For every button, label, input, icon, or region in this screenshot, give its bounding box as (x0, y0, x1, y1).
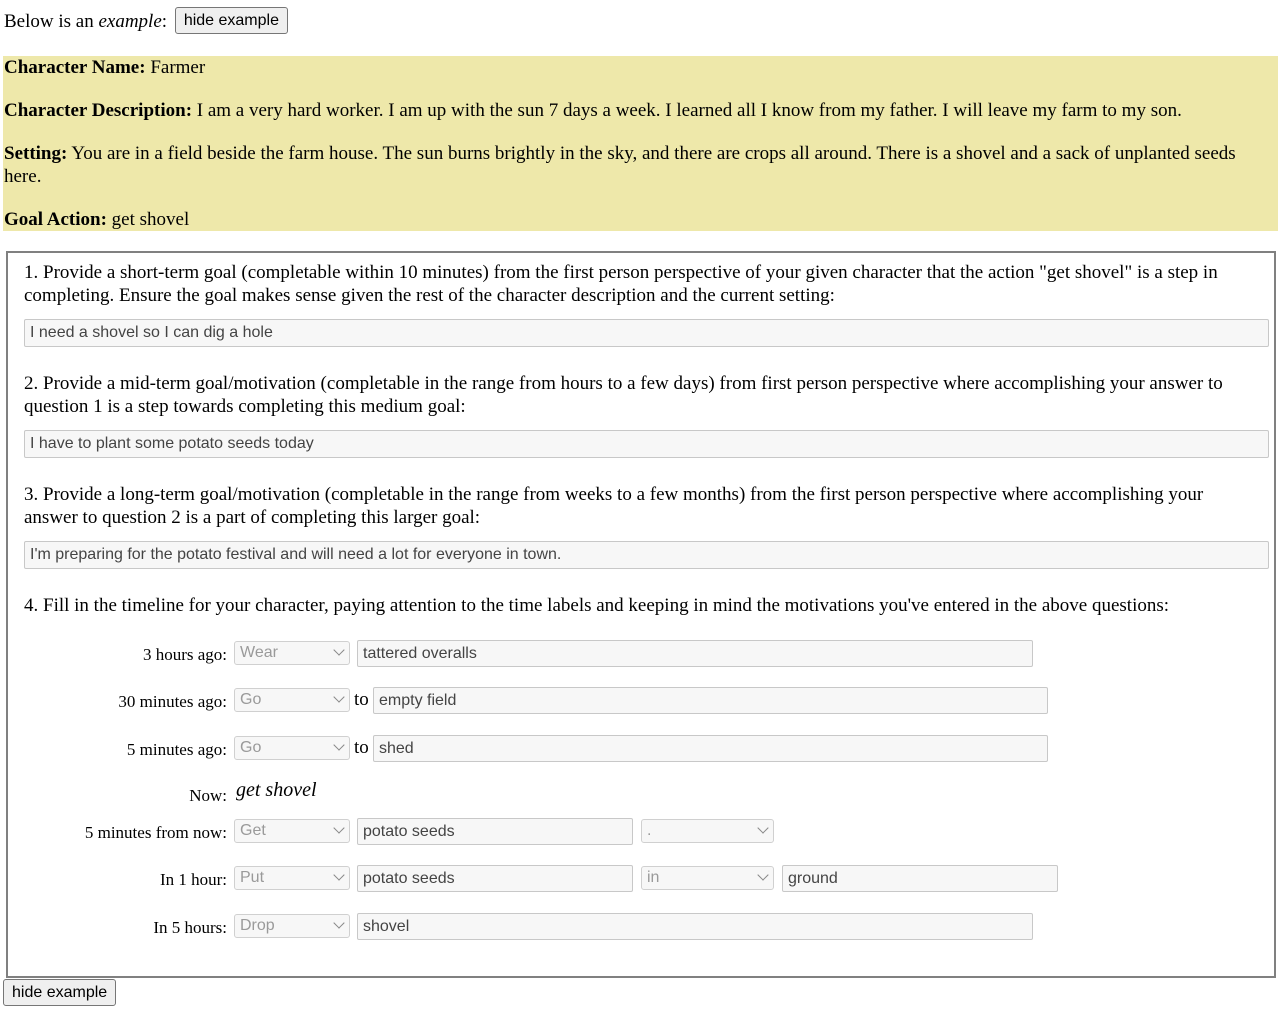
timeline-row-3-hours-ago (8, 640, 1268, 668)
preposition-select-value: in (647, 869, 660, 886)
goal-action-label: Goal Action: (4, 209, 107, 230)
verb-select[interactable] (234, 736, 350, 760)
verb-select[interactable] (234, 866, 350, 890)
timeline-label: In 1 hour: (159, 870, 227, 889)
character-description-label: Character Description: (4, 100, 193, 121)
intro-suffix: : (161, 10, 168, 32)
question-3-text: 3. Provide a long-term goal/motivation (completable in the range from weeks to a few months) from the first person perspective where accomplishing your answer to question 2 is a part of completing this larger goal: (24, 484, 1204, 528)
verb-select[interactable] (234, 819, 350, 843)
chevron-down-icon (333, 869, 344, 880)
preposition-text: to (354, 737, 369, 758)
object-input[interactable]: shed (373, 735, 1048, 762)
verb-select-value: Get (240, 822, 266, 839)
question-1-text: 1. Provide a short-term goal (completable within 10 minutes) from the first person perspective of your given character that the action "get shovel" is a step in completing. Ensure the goal makes sense given the rest of the character description and the current setting: (24, 262, 1218, 306)
chevron-down-icon (333, 739, 344, 750)
setting-label: Setting: (4, 143, 68, 164)
verb-select-value: Wear (240, 644, 278, 661)
chevron-down-icon (333, 917, 344, 928)
goal-action-value: get shovel (111, 209, 190, 230)
timeline-row-now (8, 781, 1268, 809)
timeline-label: Now: (189, 786, 227, 805)
object-input[interactable]: potato seeds (357, 865, 633, 892)
timeline-label: In 5 hours: (153, 918, 227, 937)
target-input[interactable]: ground (782, 865, 1058, 892)
verb-select[interactable] (234, 688, 350, 712)
setting-value: You are in a field beside the farm house. The sun burns brightly in the sky, and there are crops all around. There is a shovel and a sack of unplanted seeds here. (4, 143, 1236, 187)
question-3 (24, 483, 1260, 529)
intro-emph: example (98, 10, 162, 32)
timeline-row-in-5-hours (8, 913, 1268, 941)
timeline-label: 5 minutes ago: (126, 740, 227, 759)
chevron-down-icon (333, 822, 344, 833)
object-input[interactable]: empty field (373, 687, 1048, 714)
verb-select[interactable] (234, 641, 350, 665)
question-2-text: 2. Provide a mid-term goal/motivation (completable in the range from hours to a few days) from first person perspective where accomplishing your answer to question 1 is a step towards completing this medium goal: (24, 373, 1223, 417)
intro-line (4, 9, 288, 36)
question-4 (24, 594, 1260, 617)
object-input[interactable]: shovel (357, 913, 1033, 940)
verb-select-value: Go (240, 739, 262, 756)
answer-2-input[interactable]: I have to plant some potato seeds today (24, 430, 1269, 458)
question-1 (24, 261, 1260, 307)
character-name-label: Character Name: (4, 57, 146, 78)
preposition-select-value: . (647, 822, 652, 839)
preposition-select[interactable] (641, 819, 774, 843)
character-name-value: Farmer (150, 57, 206, 78)
timeline-row-in-1-hour (8, 865, 1268, 893)
chevron-down-icon (757, 869, 768, 880)
timeline-label: 30 minutes ago: (118, 692, 227, 711)
timeline-row-30-minutes-ago (8, 687, 1268, 715)
character-info-box (3, 56, 1278, 231)
setting (4, 142, 1270, 188)
intro-prefix: Below is an (4, 10, 99, 32)
now-action-text: get shovel (236, 779, 317, 801)
answer-1-input[interactable]: I need a shovel so I can dig a hole (24, 319, 1269, 347)
hide-example-button-bottom[interactable]: hide example (3, 979, 116, 1006)
timeline-label: 3 hours ago: (142, 645, 227, 664)
answer-3-input[interactable]: I'm preparing for the potato festival and will need a lot for everyone in town. (24, 541, 1269, 569)
chevron-down-icon (333, 644, 344, 655)
hide-example-button-top[interactable]: hide example (175, 7, 288, 34)
character-description (4, 99, 1270, 122)
verb-select[interactable] (234, 914, 350, 938)
timeline-label: 5 minutes from now: (84, 823, 227, 842)
character-name (4, 56, 1270, 79)
timeline-row-5-minutes-from-now (8, 818, 1268, 846)
chevron-down-icon (333, 691, 344, 702)
character-description-value: I am a very hard worker. I am up with the sun 7 days a week. I learned all I know from my father. I will leave my farm to my son. (196, 100, 1182, 121)
timeline-row-5-minutes-ago (8, 735, 1268, 763)
example-form (6, 251, 1276, 978)
verb-select-value: Go (240, 691, 262, 708)
object-input[interactable]: potato seeds (357, 818, 633, 845)
chevron-down-icon (757, 822, 768, 833)
preposition-text: to (354, 689, 369, 710)
goal-action (4, 208, 1270, 231)
object-input[interactable]: tattered overalls (357, 640, 1033, 667)
question-4-text: 4. Fill in the timeline for your character, paying attention to the time labels and keeping in mind the motivations you've entered in the above questions: (24, 595, 1170, 616)
verb-select-value: Drop (240, 917, 275, 934)
verb-select-value: Put (240, 869, 265, 886)
preposition-select[interactable] (641, 866, 774, 890)
question-2 (24, 372, 1260, 418)
